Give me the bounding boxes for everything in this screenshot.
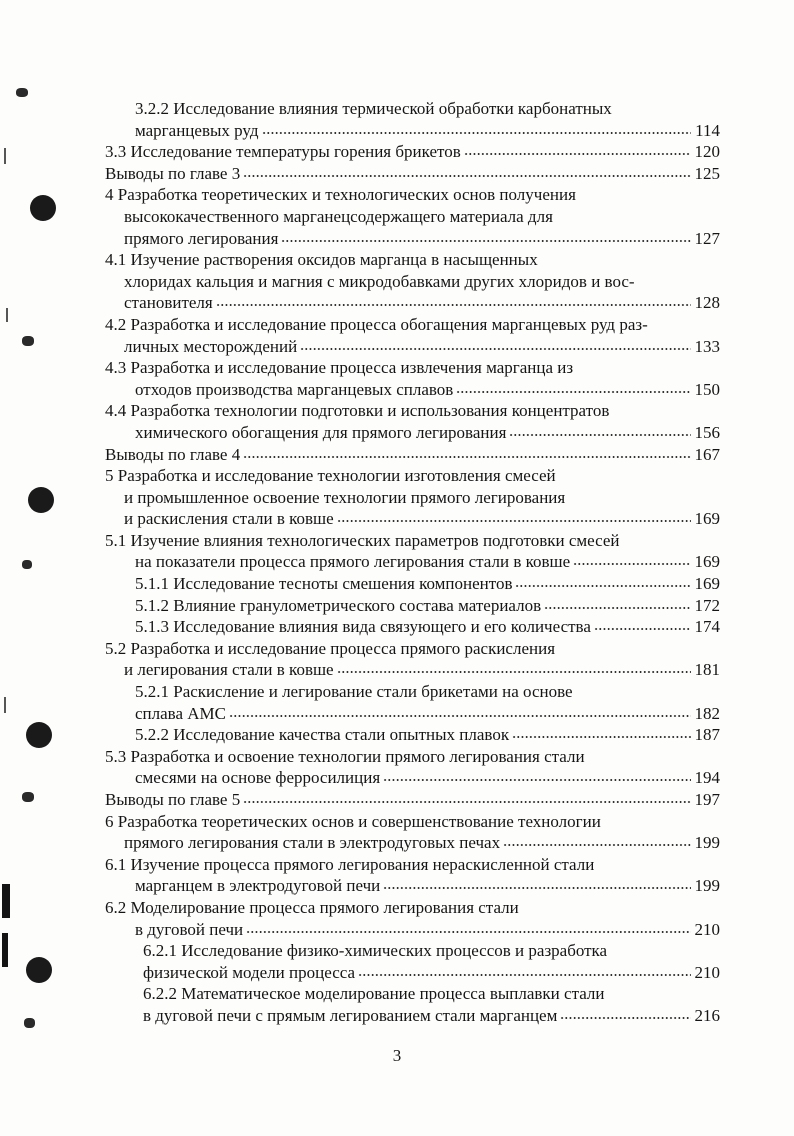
- toc-entry-title: прямого легирования: [124, 228, 279, 248]
- toc-entry-line: [105, 703, 720, 725]
- toc-entry-line: [105, 487, 720, 509]
- dot-leader: [509, 433, 691, 437]
- toc-entry-title: в дуговой печи с прямым легированием стали марганцем: [143, 1005, 558, 1025]
- toc-entry-line: [105, 746, 720, 768]
- toc-entry: [105, 681, 720, 724]
- dot-leader: [573, 562, 691, 566]
- toc-entry-title: сплава АМС: [135, 703, 227, 723]
- dot-leader: [544, 606, 691, 610]
- toc-entry: [105, 789, 720, 811]
- toc-entry-title: Выводы по главе 5: [105, 790, 241, 809]
- toc-entry-title: 5.1.3 Исследование влияния вида связующего и его количества: [135, 617, 591, 637]
- toc-entry: [105, 940, 720, 983]
- toc-entry-title: в дуговой печи: [135, 919, 244, 939]
- dot-leader: [512, 735, 691, 739]
- toc-entry: [105, 249, 720, 314]
- toc-page-number: 182: [694, 703, 720, 723]
- toc-entry-line: [105, 919, 720, 941]
- toc-entry-line: [105, 983, 720, 1005]
- dot-leader: [281, 239, 691, 243]
- toc-entry-title: 5.1.1 Исследование тесноты смешения компонентов: [135, 574, 513, 594]
- toc-entry-line: [105, 616, 720, 638]
- toc-entry-title: 3.3 Исследование температуры горения брикетов: [105, 142, 461, 162]
- toc-entry-line: [105, 897, 720, 919]
- toc-entry-line: [105, 811, 720, 833]
- toc-entry: [105, 314, 720, 357]
- dot-leader: [383, 886, 691, 890]
- toc-entry-line: [105, 141, 720, 163]
- toc-entry-line: [105, 400, 720, 422]
- toc-entry-line: [105, 98, 720, 120]
- scan-speck: [6, 308, 8, 322]
- toc-entry-line: [105, 336, 720, 358]
- toc-page-number: 210: [694, 919, 720, 939]
- toc-page-number: 174: [694, 617, 720, 637]
- toc-entry-title: отходов производства марганцевых сплавов: [135, 379, 454, 399]
- toc-page-number: 133: [694, 336, 720, 356]
- toc-entry-title: 5.1 Изучение влияния технологических параметров подготовки смесей: [105, 530, 620, 550]
- dot-leader: [383, 778, 691, 782]
- scan-speck: [22, 336, 34, 346]
- dot-leader: [560, 1016, 691, 1020]
- toc-entry-line: [105, 379, 720, 401]
- toc-entry-title: 6.2 Моделирование процесса прямого легирования стали: [105, 897, 519, 917]
- toc-entry-line: [105, 940, 720, 962]
- toc-entry: [105, 163, 720, 185]
- toc-entry-title: Выводы по главе 3: [105, 163, 241, 183]
- toc-entry-line: [105, 184, 720, 206]
- toc-entry: [105, 444, 720, 466]
- punch-hole: [28, 487, 54, 513]
- toc-entry-line: [105, 444, 720, 466]
- toc-entry-title: 4 Разработка теоретических и технологических основ получения: [105, 185, 576, 205]
- toc-entry-title: смесями на основе ферросилиция: [135, 768, 381, 788]
- dot-leader: [464, 152, 691, 156]
- toc-entry: [105, 638, 720, 681]
- binder-mark: [2, 933, 8, 967]
- toc-entry-title: Выводы по главе 4: [105, 444, 241, 464]
- punch-hole: [26, 722, 52, 748]
- toc-entry-title: 5.2.2 Исследование качества стали опытных плавок: [135, 725, 510, 745]
- toc-entry-title: и легирования стали в ковше: [124, 660, 334, 680]
- toc-page-number: 216: [694, 1005, 720, 1025]
- toc-page-number: 199: [694, 876, 720, 896]
- toc-entry: [105, 983, 720, 1026]
- toc-page-number: 169: [694, 552, 720, 572]
- toc-entry-line: [105, 854, 720, 876]
- scan-speck: [22, 792, 34, 802]
- toc-entry-title: 5 Разработка и исследование технологии изготовления смесей: [105, 466, 556, 486]
- toc-page-number: 127: [694, 228, 720, 248]
- scan-speck: [24, 1018, 35, 1028]
- toc-entry-line: [105, 789, 720, 811]
- toc-entry-line: [105, 1005, 720, 1027]
- toc-entry-title: на показатели процесса прямого легирования стали в ковше: [135, 552, 571, 572]
- toc-entry-line: [105, 163, 720, 185]
- toc-entry-title: 4.1 Изучение растворения оксидов марганца в насыщенных: [105, 250, 538, 270]
- toc-page-number: 199: [694, 833, 720, 853]
- toc-page-number: 172: [694, 595, 720, 615]
- dot-leader: [229, 714, 691, 718]
- toc-entry-line: [105, 508, 720, 530]
- toc-entry-line: [105, 638, 720, 660]
- toc-entry: [105, 811, 720, 854]
- toc-entry-title: и раскисления стали в ковше: [124, 509, 334, 529]
- punch-hole: [26, 957, 52, 983]
- toc-entry-title: 3.2.2 Исследование влияния термической обработки карбонатных: [135, 99, 612, 118]
- dot-leader: [337, 519, 691, 523]
- table-of-contents: [105, 98, 720, 1027]
- binder-mark: [2, 884, 10, 918]
- toc-page-number: 169: [694, 509, 720, 529]
- toc-entry-title: хлоридах кальция и магния с микродобавками других хлоридов и вос-: [124, 271, 635, 291]
- toc-entry: [105, 854, 720, 897]
- toc-entry-title: прямого легирования стали в электродуговых печах: [124, 833, 501, 853]
- toc-entry-line: [105, 573, 720, 595]
- toc-entry-title: 5.1.2 Влияние гранулометрического состава материалов: [135, 595, 542, 615]
- toc-entry-title: химического обогащения для прямого легирования: [135, 422, 507, 442]
- toc-page-number: 167: [694, 444, 720, 464]
- toc-entry-line: [105, 357, 720, 379]
- toc-entry-title: 5.3 Разработка и освоение технологии прямого легирования стали: [105, 746, 585, 766]
- page-number: 3: [392, 1046, 402, 1065]
- toc-page-number: 210: [694, 962, 720, 982]
- toc-entry-line: [105, 962, 720, 984]
- toc-entry-line: [105, 314, 720, 336]
- toc-entry-line: [105, 659, 720, 681]
- toc-entry-title: 6.2.1 Исследование физико-химических процессов и разработка: [143, 941, 608, 961]
- toc-entry-line: [105, 530, 720, 552]
- toc-page-number: 156: [694, 422, 720, 442]
- toc-entry-title: 5.2.1 Раскисление и легирование стали брикетами на основе: [135, 682, 573, 702]
- toc-entry-line: [105, 292, 720, 314]
- toc-page-number: 114: [695, 120, 720, 140]
- dot-leader: [594, 627, 691, 631]
- toc-page-number: 197: [694, 790, 720, 809]
- dot-leader: [337, 670, 691, 674]
- toc-entry-line: [105, 767, 720, 789]
- toc-entry-line: [105, 271, 720, 293]
- toc-entry-line: [105, 120, 720, 142]
- scan-speck: [22, 560, 32, 569]
- toc-entry-title: физической модели процесса: [143, 962, 356, 982]
- toc-entry-line: [105, 875, 720, 897]
- toc-entry: [105, 724, 720, 746]
- dot-leader: [456, 390, 691, 394]
- toc-page-number: 181: [694, 660, 720, 680]
- toc-entry-title: 6.2.2 Математическое моделирование процесса выплавки стали: [143, 984, 605, 1004]
- toc-entry: [105, 400, 720, 443]
- toc-entry: [105, 897, 720, 940]
- toc-entry-line: [105, 551, 720, 573]
- dot-leader: [300, 347, 691, 351]
- toc-entry-title: 4.4 Разработка технологии подготовки и использования концентратов: [105, 401, 610, 421]
- dot-leader: [515, 584, 691, 588]
- toc-entry-title: и промышленное освоение технологии прямого легирования: [124, 487, 566, 507]
- toc-entry-title: 6.1 Изучение процесса прямого легирования нераскисленной стали: [105, 854, 595, 874]
- toc-entry-line: [105, 206, 720, 228]
- toc-page-number: 120: [694, 142, 720, 162]
- toc-page-number: 150: [694, 379, 720, 399]
- toc-entry: [105, 141, 720, 163]
- dot-leader: [243, 800, 691, 804]
- dot-leader: [243, 455, 691, 459]
- toc-entry-title: становителя: [124, 293, 213, 313]
- toc-entry-line: [105, 832, 720, 854]
- toc-page-number: 128: [694, 293, 720, 313]
- dot-leader: [246, 930, 691, 934]
- scan-speck: [4, 697, 6, 713]
- toc-entry: [105, 184, 720, 249]
- toc-entry-line: [105, 422, 720, 444]
- toc-entry: [105, 616, 720, 638]
- toc-page-number: 194: [694, 768, 720, 788]
- dot-leader: [503, 843, 691, 847]
- toc-entry: [105, 357, 720, 400]
- toc-entry: [105, 530, 720, 573]
- toc-entry-line: [105, 681, 720, 703]
- toc-entry-line: [105, 465, 720, 487]
- toc-entry: [105, 595, 720, 617]
- toc-entry-title: высококачественного марганецсодержащего материала для: [124, 206, 553, 226]
- toc-entry-title: марганцем в электродуговой печи: [135, 876, 381, 896]
- toc-entry-title: 4.3 Разработка и исследование процесса извлечения марганца из: [105, 358, 574, 378]
- toc-entry-line: [105, 724, 720, 746]
- scan-speck: [16, 88, 28, 97]
- toc-entry-title: 4.2 Разработка и исследование процесса обогащения марганцевых руд раз-: [105, 314, 648, 334]
- toc-entry: [105, 573, 720, 595]
- toc-entry-line: [105, 249, 720, 271]
- toc-entry-line: [105, 228, 720, 250]
- toc-entry-title: 5.2 Разработка и исследование процесса прямого раскисления: [105, 638, 556, 658]
- punch-hole: [30, 195, 56, 221]
- dot-leader: [262, 131, 692, 135]
- toc-page-number: 169: [694, 574, 720, 594]
- toc-entry: [105, 98, 720, 141]
- toc-page-number: 187: [694, 725, 720, 745]
- scan-speck: [4, 148, 6, 164]
- dot-leader: [358, 973, 691, 977]
- toc-entry: [105, 465, 720, 530]
- toc-entry-line: [105, 595, 720, 617]
- toc-entry: [105, 746, 720, 789]
- toc-entry-title: 6 Разработка теоретических основ и совершенствование технологии: [105, 811, 601, 831]
- toc-page-number: 125: [694, 163, 720, 183]
- dot-leader: [243, 174, 691, 178]
- toc-entry-title: личных месторождений: [124, 336, 298, 356]
- dot-leader: [216, 303, 691, 307]
- toc-entry-title: марганцевых руд: [135, 120, 259, 140]
